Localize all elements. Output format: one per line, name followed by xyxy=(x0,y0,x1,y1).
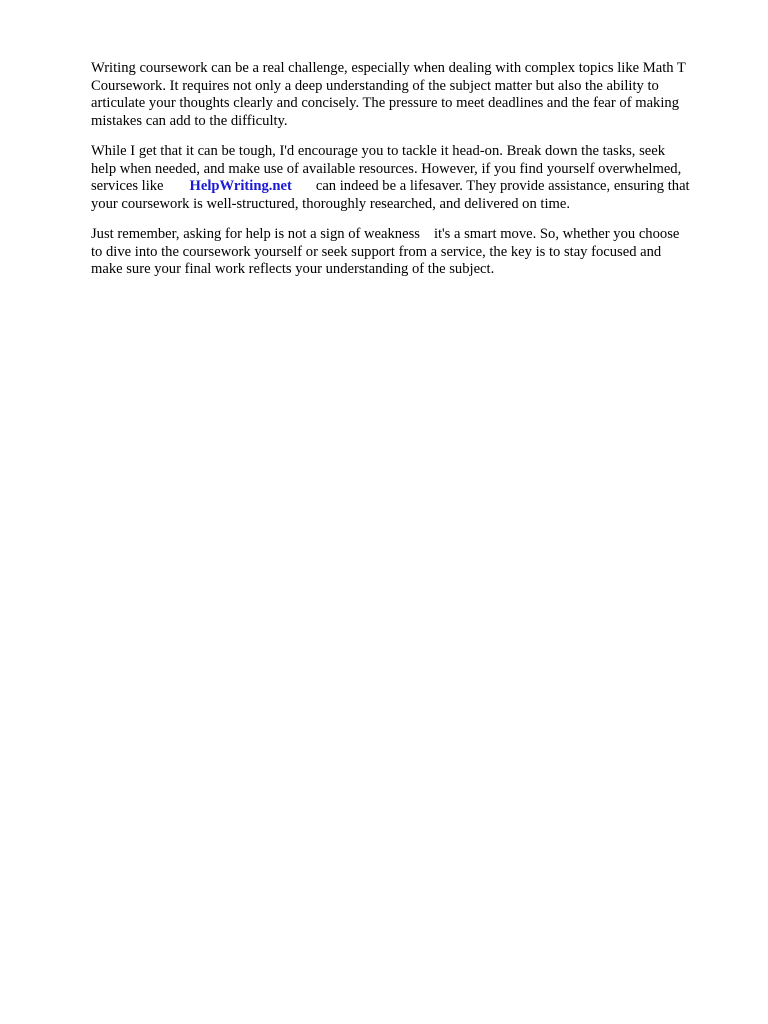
paragraph-1 xyxy=(91,60,731,130)
paragraph-line: articulate your thoughts clearly and concisely. The pressure to meet deadlines and the fear of making xyxy=(91,95,679,111)
paragraph-3 xyxy=(91,226,731,279)
paragraph-spacer xyxy=(91,213,731,226)
paragraph-spacer xyxy=(91,130,731,143)
line-part-before: Just remember, asking for help is not a sign of weakness xyxy=(91,226,420,242)
paragraph-line: help when needed, and make use of available resources. However, if you find yourself overwhelmed, xyxy=(91,160,682,177)
paragraph-line-with-link xyxy=(91,178,731,196)
paragraph-line: your coursework is well-structured, thoroughly researched, and delivered on time. xyxy=(91,195,571,212)
line-part-after: it's a smart move. So, whether you choose xyxy=(433,226,680,242)
document-body xyxy=(91,60,731,279)
paragraph-line xyxy=(91,226,731,244)
link-prefix-text: services like xyxy=(91,178,164,194)
paragraph-line: make sure your final work reflects your understanding of the subject. xyxy=(91,261,495,277)
helpwriting-link[interactable]: HelpWriting.net xyxy=(189,178,292,194)
paragraph-line: mistakes can add to the difficulty. xyxy=(91,112,288,129)
paragraph-line: While I get that it can be tough, I'd encourage you to tackle it head-on. Break down the tasks, seek xyxy=(91,143,666,159)
link-suffix-text: can indeed be a lifesaver. They provide assistance, ensuring that xyxy=(315,178,690,194)
paragraph-line: Coursework. It requires not only a deep understanding of the subject matter but also the ability to xyxy=(91,77,659,94)
paragraph-line: to dive into the coursework yourself or seek support from a service, the key is to stay focused and xyxy=(91,243,662,260)
paragraph-2 xyxy=(91,143,731,213)
paragraph-line: Writing coursework can be a real challenge, especially when dealing with complex topics like Math T xyxy=(91,60,686,76)
